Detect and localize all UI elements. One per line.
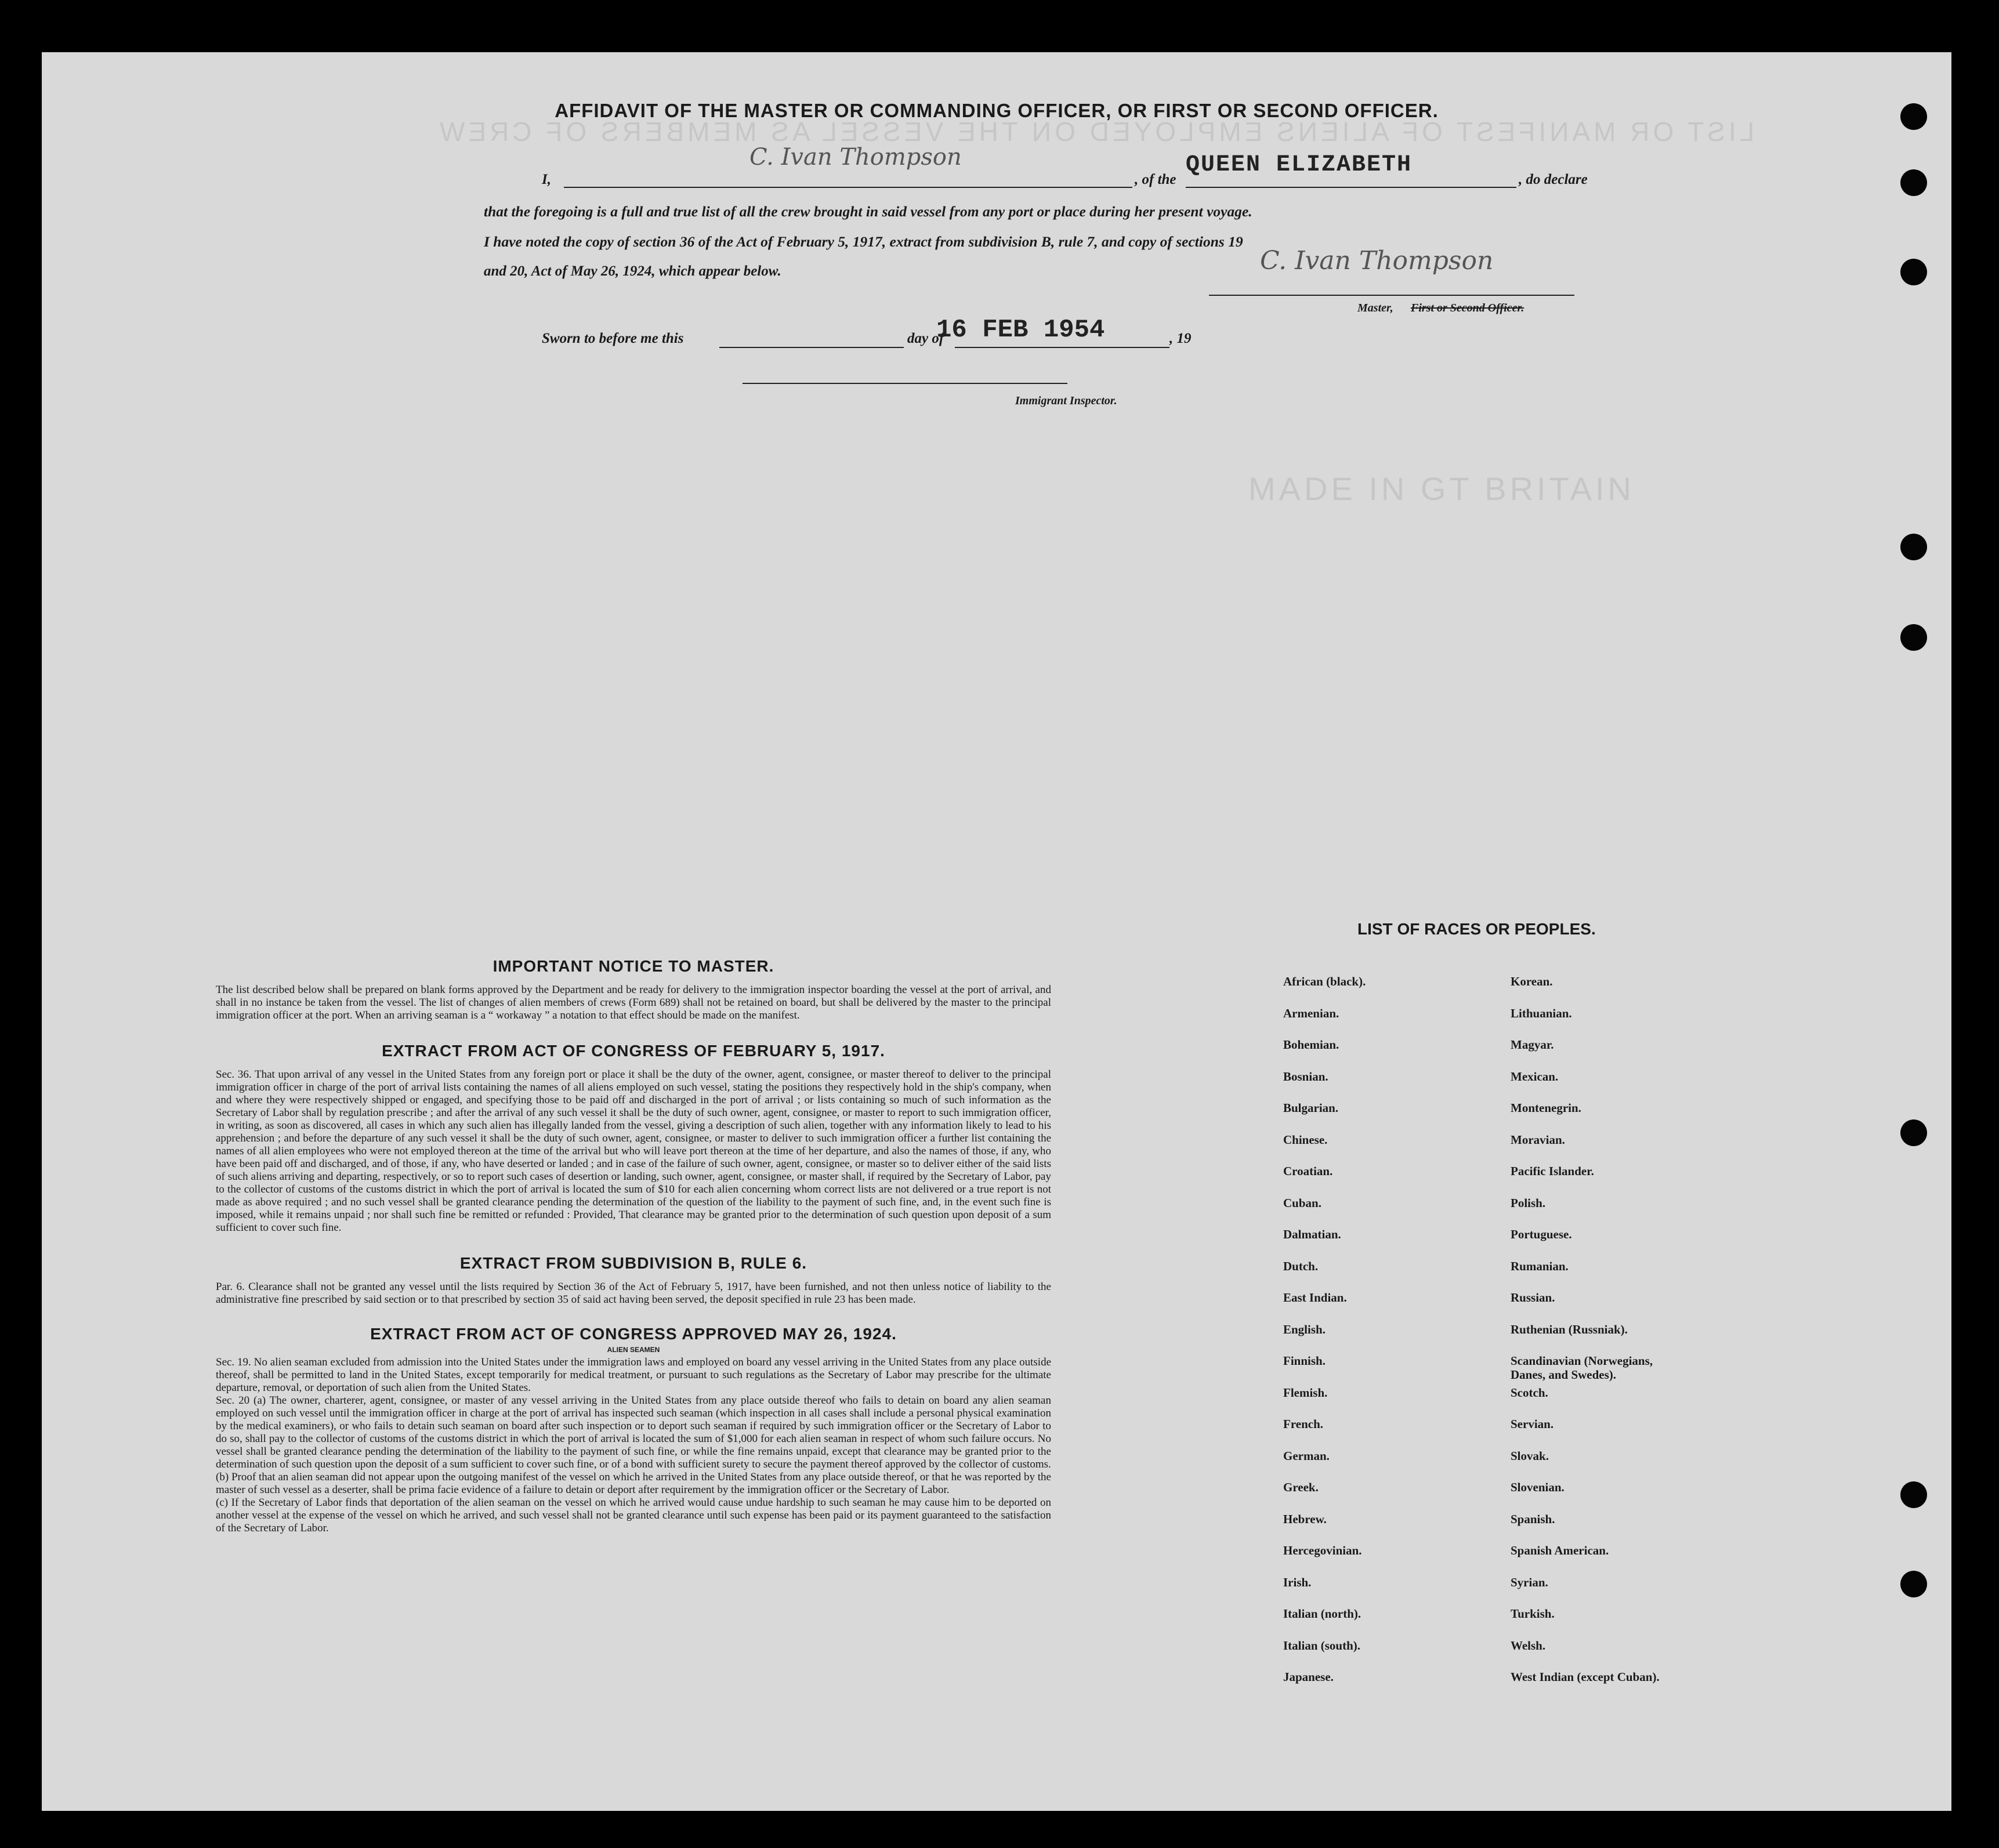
sworn-label: Sworn to before me this: [542, 331, 684, 346]
race-item: African (black).: [1283, 974, 1366, 988]
race-item: Italian (north).: [1283, 1607, 1361, 1621]
extract-1917-title: EXTRACT FROM ACT OF CONGRESS OF FEBRUARY 5, 1917.: [382, 1042, 885, 1060]
race-item: Portuguese.: [1511, 1227, 1572, 1241]
master-signature-line: [1209, 295, 1574, 296]
race-item: Lithuanian.: [1511, 1006, 1572, 1020]
race-item: Finnish.: [1283, 1354, 1326, 1368]
show-through-made-in: MADE IN GT BRITAIN: [1248, 470, 1635, 507]
notice-title: IMPORTANT NOTICE TO MASTER.: [492, 957, 774, 975]
binder-hole: [1900, 169, 1927, 196]
sworn-month-line: [955, 347, 1169, 348]
subdivision-body: Par. 6. Clearance shall not be granted any vessel until the lists required by Section 36 of the Act of February 5, 1917, have been furnished, and not then unless notice of liability to the administrative fine prescribed by said section or to that prescribed by section 35 of said act having been served, the deposit specified in rule 23 has been made.: [216, 1281, 1051, 1306]
show-through-heading: LIST OR MANIFEST OF ALIENS EMPLOYED ON THE VESSEL AS MEMBERS OF CREW: [436, 117, 1755, 147]
race-item: Spanish.: [1511, 1512, 1555, 1526]
binder-hole: [1900, 1119, 1927, 1146]
race-item: Chinese.: [1283, 1132, 1328, 1147]
race-item: West Indian (except Cuban).: [1511, 1670, 1660, 1684]
race-item: Italian (south).: [1283, 1638, 1361, 1653]
race-item: Armenian.: [1283, 1006, 1339, 1020]
sec-20c-paragraph: (c) If the Secretary of Labor finds that deportation of the alien seaman on the vessel on which he arrived would cause undue hardship to such seaman he may cause him to be deported on another vessel at the expense of the vessel on which he arrived, and such vessel shall not be granted clearance until such expense has been paid or its payment guaranteed to the satisfaction of the Secretary of Labor.: [216, 1496, 1051, 1534]
race-item: Dutch.: [1283, 1259, 1319, 1273]
race-item: Bohemian.: [1283, 1038, 1339, 1052]
day-of-label: day of: [907, 331, 944, 346]
race-item: Slovak.: [1511, 1448, 1549, 1463]
race-item: Moravian.: [1511, 1132, 1565, 1147]
race-item: Turkish.: [1511, 1607, 1555, 1621]
extract-1924-title: EXTRACT FROM ACT OF CONGRESS APPROVED MAY 26, 1924.: [370, 1325, 897, 1343]
subdivision-title: EXTRACT FROM SUBDIVISION B, RULE 6.: [459, 1254, 807, 1272]
race-item: French.: [1283, 1417, 1324, 1431]
race-item: Japanese.: [1283, 1670, 1334, 1684]
sec-19-paragraph: Sec. 19. No alien seaman excluded from admission into the United States under the immigration laws and employed on board any vessel arriving in the United States from any place outside thereof, shall be permitted to land in the United States, except temporarily for medical treatment, or pursuant to such regulations as the Secretary of Labor may prescribe for the ultimate departure, removal, or deportation of such alien from the United States.: [216, 1356, 1051, 1394]
sworn-day-line: [719, 347, 904, 348]
race-item: Spanish American.: [1511, 1543, 1609, 1557]
notice-body: The list described below shall be prepared on blank forms approved by the Department and be ready for delivery to the immigration inspector boarding the vessel at the port of arrival, and shall in no instance be taken from the vessel. The list of changes of alien members of crews (Form 689) shall not be retained on board, but shall be delivered by the master to the principal immigration officer at the port. When an arriving seaman is a “ workaway ” a notation to that effect should be made on the manifest.: [216, 984, 1051, 1021]
race-item: Welsh.: [1511, 1638, 1546, 1653]
binder-hole: [1900, 103, 1927, 130]
inspector-signature-line: [743, 383, 1067, 384]
date-stamp: 16 FEB 1954: [936, 316, 1105, 345]
binder-hole: [1900, 259, 1927, 285]
do-declare-label: , do declare: [1519, 172, 1588, 187]
affidavit-title: AFFIDAVIT OF THE MASTER OR COMMANDING OFFICER, OR FIRST OR SECOND OFFICER.: [555, 100, 1439, 121]
of-the-label: , of the: [1135, 172, 1176, 187]
race-item: Servian.: [1511, 1417, 1554, 1431]
race-item: Slovenian.: [1511, 1480, 1565, 1494]
races-title: LIST OF RACES OR PEOPLES.: [1357, 920, 1596, 938]
race-item: Bulgarian.: [1283, 1101, 1339, 1115]
race-item: English.: [1283, 1322, 1326, 1336]
binder-hole: [1900, 534, 1927, 560]
declaration-line-1: that the foregoing is a full and true list of all the crew brought in said vessel from any port or place during her present voyage.: [484, 203, 1252, 220]
year-suffix: , 19: [1169, 331, 1192, 346]
race-item: German.: [1283, 1448, 1330, 1463]
race-item: Flemish.: [1283, 1385, 1328, 1400]
race-item: Syrian.: [1511, 1575, 1548, 1589]
race-item: Russian.: [1511, 1291, 1555, 1305]
binder-hole: [1900, 1481, 1927, 1508]
signature-line-1: [564, 187, 1132, 188]
race-item: Hebrew.: [1283, 1512, 1327, 1526]
race-item: Ruthenian (Russniak).: [1511, 1322, 1628, 1336]
race-item: Greek.: [1283, 1480, 1319, 1494]
race-item: Pacific Islander.: [1511, 1164, 1594, 1178]
race-item: East Indian.: [1283, 1291, 1347, 1305]
declaration-line-2: I have noted the copy of section 36 of the Act of February 5, 1917, extract from subdivision B, rule 7, and copy of sections 19: [484, 233, 1243, 250]
race-item: Rumanian.: [1511, 1259, 1569, 1273]
binder-hole: [1900, 1571, 1927, 1597]
race-item: Croatian.: [1283, 1164, 1333, 1178]
declaration-line-3: and 20, Act of May 26, 1924, which appear below.: [484, 263, 781, 279]
extract-1917-body: Sec. 36. That upon arrival of any vessel in the United States from any foreign port or place it shall be the duty of the owner, agent, consignee, or master thereof to deliver to the principal immigration officer in charge of the port of arrival lists containing the names of all aliens employed on such vessel, stating the positions they respectively hold in the ship's company, when and where they were respectively shipped or engaged, and specifying those to be paid off and discharged in the port of arrival ; or lists containing so much of such information as the Secretary of Labor shall by regulation prescribe ; and after the arrival of any such vessel it shall be the duty of such owner, agent, consignee, or master to report to such immigration officer, in writing, as soon as discovered, all cases in which any such alien has illegally landed from the vessel, giving a description of such alien, together with any information likely to lead to his apprehension ; and before the departure of any such vessel it shall be the duty of such owner, agent, consignee, or master to deliver to such immigration officer a further list containing the names of all alien employees who were not employed thereon at the time of the arrival but who will leave port thereon at the time of her departure, and also the names of those, if any, who have been paid off and discharged, and of those, if any, who have deserted or landed ; and in case of the failure of such owner, agent, consignee, or master so to deliver either of the said lists of such aliens arriving and departing, respectively, or so to report such cases of desertion or landing, such owner, agent, consignee, or master shall, if required by the Secretary of Labor, pay to the collector of customs of the customs district in which the port of arrival is located the sum of $10 for each alien concerning whom correct lists are not delivered or a true report is not made as above required ; and no such vessel shall be granted clearance pending the determination of the question of the liability to the payment of such fine, and, in the event such fine is imposed, while it remains unpaid ; nor shall such fine be remitted or refunded : Provided, That clearance may be granted prior to the determination of such question upon deposit of a sum sufficient to cover such fine.: [216, 1068, 1051, 1234]
legal-notices: [216, 957, 1051, 1535]
document-sheet: [42, 52, 1951, 1811]
race-item: Magyar.: [1511, 1038, 1554, 1052]
inspector-label: Immigrant Inspector.: [1015, 394, 1117, 407]
race-item: Polish.: [1511, 1195, 1546, 1210]
race-item: Mexican.: [1511, 1069, 1559, 1084]
race-item: Hercegovinian.: [1283, 1543, 1362, 1557]
alien-seamen-subtitle: ALIEN SEAMEN: [607, 1346, 660, 1354]
race-item: Dalmatian.: [1283, 1227, 1341, 1241]
race-item: Montenegrin.: [1511, 1101, 1581, 1115]
race-item: Scotch.: [1511, 1385, 1548, 1400]
race-item: Korean.: [1511, 974, 1553, 988]
race-item: Scandinavian (Norwegians, Danes, and Swedes).: [1511, 1354, 1653, 1382]
i-label: I,: [542, 172, 551, 187]
race-item: Bosnian.: [1283, 1069, 1328, 1084]
sec-20b-paragraph: (b) Proof that an alien seaman did not appear upon the outgoing manifest of the vessel on which he arrived in the United States from any place outside thereof, or that he was reported by the master of such vessel as a deserter, shall be prima facie evidence of a failure to detain or deport after requirement by the immigration officer or the Secretary of Labor.: [216, 1471, 1051, 1496]
handwritten-signature-1: C. Ivan Thompson: [749, 144, 962, 171]
race-item: Irish.: [1283, 1575, 1312, 1589]
master-label: Master,: [1357, 302, 1393, 314]
race-item: Cuban.: [1283, 1195, 1321, 1210]
struck-officer-label: First or Second Officer.: [1411, 302, 1524, 314]
handwritten-signature-master: C. Ivan Thompson: [1260, 246, 1494, 276]
sec-20a-paragraph: Sec. 20 (a) The owner, charterer, agent, consignee, or master of any vessel arriving in the United States from any place outside thereof who fails to detain on board any alien seaman employed on such vessel until the immigration officer in charge at the port of arrival has inspected such seaman (which inspection in all cases shall include a personal physical examination by the medical examiners), or who fails to detain such seaman on board after such inspection or to deport such seaman if required by such immigration officer or the Secretary of Labor to do so, shall pay to the collector of customs of the customs district in which the port of arrival is located the sum of $1,000 for each alien seaman in respect of whom such failure occurs. No vessel shall be granted clearance pending the determination of the liability to the payment of such fine, or while the fine remains unpaid, except that clearance may be granted prior to the determination of such question upon the deposit of a sum sufficient to cover such fine, or of a bond with sufficient surety to secure the payment thereof approved by the collector of customs.: [216, 1394, 1051, 1470]
vessel-name-stamp: QUEEN ELIZABETH: [1186, 152, 1413, 178]
binder-hole: [1900, 624, 1927, 651]
vessel-line: [1186, 187, 1516, 188]
